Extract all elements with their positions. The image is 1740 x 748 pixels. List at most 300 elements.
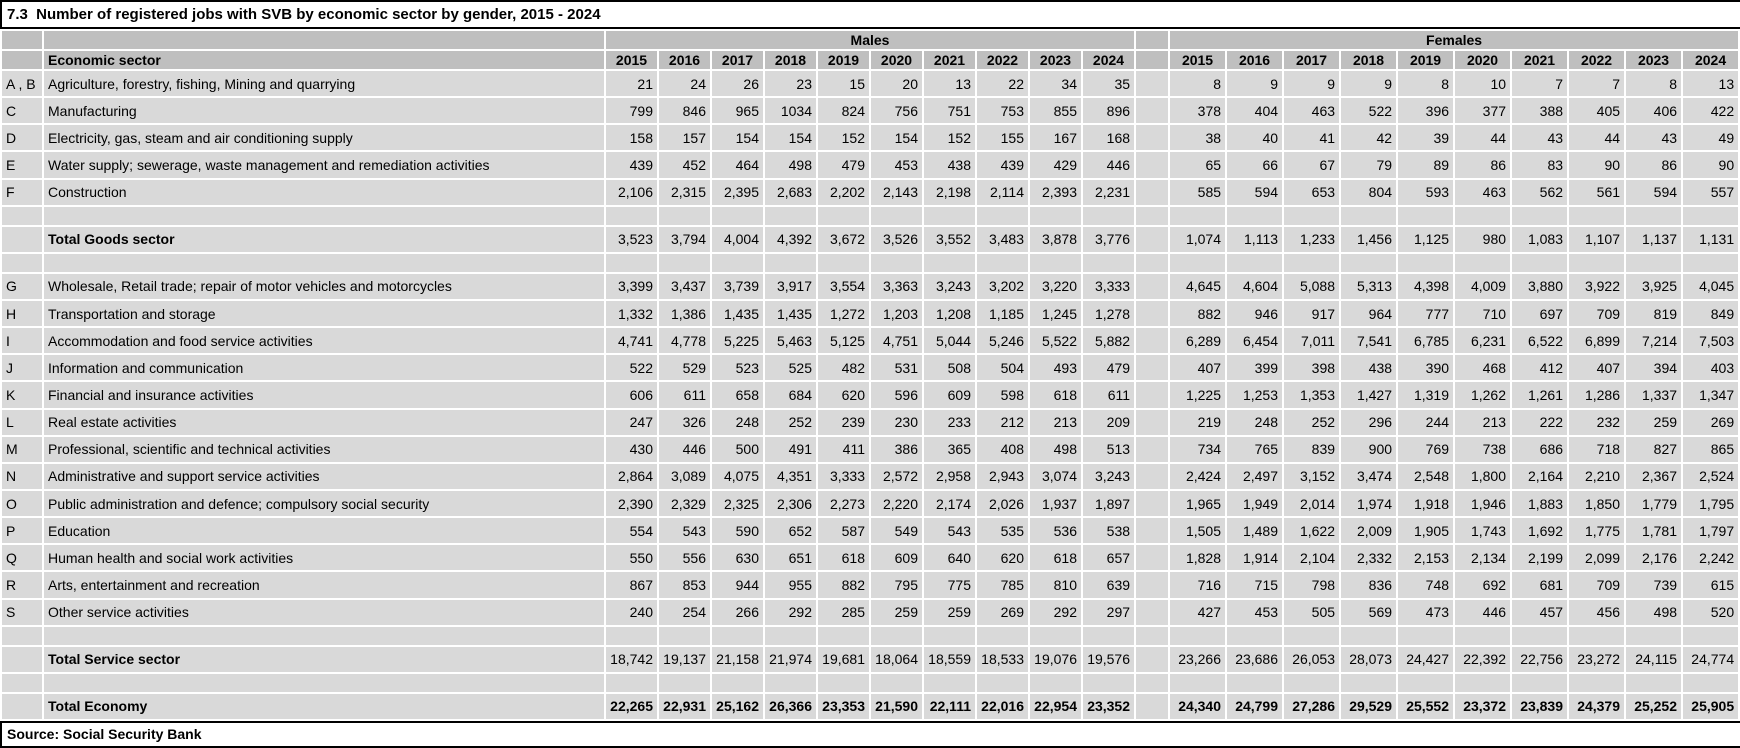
female-value: 2,199 [1512, 545, 1567, 570]
separator-cell [1136, 437, 1168, 462]
male-value: 5,882 [1083, 328, 1134, 353]
female-value: 1,743 [1455, 518, 1510, 543]
male-value: 2,114 [977, 180, 1028, 205]
female-value: 25,252 [1626, 694, 1681, 719]
sector-name: Agriculture, forestry, fishing, Mining and quarrying [44, 71, 604, 96]
sector-code: K [2, 382, 42, 407]
separator-cell [1136, 227, 1168, 252]
male-value: 536 [1030, 518, 1081, 543]
female-value: 42 [1341, 125, 1396, 150]
source-note: Source: Social Security Bank [0, 721, 1740, 748]
male-value: 525 [765, 355, 816, 380]
separator-cell [1136, 98, 1168, 123]
male-value: 167 [1030, 125, 1081, 150]
year-header-female: 2018 [1341, 51, 1396, 69]
male-value: 23,352 [1083, 694, 1134, 719]
female-value: 2,176 [1626, 545, 1681, 570]
male-value: 213 [1030, 410, 1081, 435]
male-value: 500 [712, 437, 763, 462]
male-value: 618 [1030, 382, 1081, 407]
male-value: 824 [818, 98, 869, 123]
male-value: 609 [924, 382, 975, 407]
male-value: 2,202 [818, 180, 869, 205]
economic-sector-header: Economic sector [44, 51, 604, 69]
table-row [2, 437, 1738, 462]
table-row [2, 98, 1738, 123]
female-value: 2,014 [1284, 491, 1339, 516]
female-value: 24,799 [1227, 694, 1282, 719]
male-value: 3,776 [1083, 227, 1134, 252]
female-value: 232 [1569, 410, 1624, 435]
year-header-male: 2023 [1030, 51, 1081, 69]
female-value: 1,949 [1227, 491, 1282, 516]
female-value: 980 [1455, 227, 1510, 252]
spacer-cell [2, 627, 42, 645]
female-value: 1,797 [1683, 518, 1738, 543]
male-value: 2,143 [871, 180, 922, 205]
male-value: 5,125 [818, 328, 869, 353]
year-header-male: 2015 [606, 51, 657, 69]
female-value: 692 [1455, 572, 1510, 597]
female-value: 90 [1569, 152, 1624, 177]
male-value: 498 [765, 152, 816, 177]
male-value: 523 [712, 355, 763, 380]
female-value: 378 [1170, 98, 1225, 123]
male-value: 775 [924, 572, 975, 597]
year-header-female: 2024 [1683, 51, 1738, 69]
male-value: 3,878 [1030, 227, 1081, 252]
female-value: 27,286 [1284, 694, 1339, 719]
male-value: 22,016 [977, 694, 1028, 719]
male-value: 1,185 [977, 301, 1028, 326]
spacer-cell [818, 254, 869, 272]
spacer-cell [1683, 627, 1738, 645]
female-value: 23,372 [1455, 694, 1510, 719]
male-value: 751 [924, 98, 975, 123]
male-value: 4,351 [765, 464, 816, 489]
female-value: 213 [1455, 410, 1510, 435]
male-value: 3,672 [818, 227, 869, 252]
male-value: 3,794 [659, 227, 710, 252]
sector-name: Financial and insurance activities [44, 382, 604, 407]
corner-cell [2, 51, 42, 69]
female-value: 248 [1227, 410, 1282, 435]
female-value: 28,073 [1341, 647, 1396, 672]
spacer-cell [1455, 674, 1510, 692]
male-value: 1,435 [765, 301, 816, 326]
male-value: 24 [659, 71, 710, 96]
male-value: 233 [924, 410, 975, 435]
male-value: 2,395 [712, 180, 763, 205]
year-header-female: 2016 [1227, 51, 1282, 69]
male-value: 4,392 [765, 227, 816, 252]
spacer-cell [977, 627, 1028, 645]
female-value: 222 [1512, 410, 1567, 435]
spacer-cell [1455, 254, 1510, 272]
spacer-cell [1512, 254, 1567, 272]
spacer-cell [1284, 207, 1339, 225]
female-value: 394 [1626, 355, 1681, 380]
male-value: 651 [765, 545, 816, 570]
male-value: 2,026 [977, 491, 1028, 516]
female-value: 29,529 [1341, 694, 1396, 719]
table-row [2, 274, 1738, 299]
year-header-male: 2017 [712, 51, 763, 69]
male-value: 4,778 [659, 328, 710, 353]
female-value: 39 [1398, 125, 1453, 150]
male-value: 640 [924, 545, 975, 570]
table-row [2, 600, 1738, 625]
male-value: 157 [659, 125, 710, 150]
male-value: 21 [606, 71, 657, 96]
male-value: 535 [977, 518, 1028, 543]
male-value: 1,332 [606, 301, 657, 326]
female-value: 404 [1227, 98, 1282, 123]
female-value: 1,353 [1284, 382, 1339, 407]
male-value: 3,437 [659, 274, 710, 299]
male-value: 152 [924, 125, 975, 150]
female-value: 405 [1569, 98, 1624, 123]
female-value: 468 [1455, 355, 1510, 380]
female-value: 734 [1170, 437, 1225, 462]
male-value: 756 [871, 98, 922, 123]
male-value: 3,243 [924, 274, 975, 299]
male-value: 439 [606, 152, 657, 177]
female-value: 1,233 [1284, 227, 1339, 252]
spacer-cell [1683, 674, 1738, 692]
spacer-cell [924, 627, 975, 645]
female-value: 827 [1626, 437, 1681, 462]
spacer-cell [1455, 207, 1510, 225]
female-value: 49 [1683, 125, 1738, 150]
female-value: 900 [1341, 437, 1396, 462]
male-value: 482 [818, 355, 869, 380]
female-value: 6,522 [1512, 328, 1567, 353]
female-value: 697 [1512, 301, 1567, 326]
female-value: 4,045 [1683, 274, 1738, 299]
sector-code: D [2, 125, 42, 150]
spacer-cell [1083, 207, 1134, 225]
male-value: 543 [659, 518, 710, 543]
female-value: 66 [1227, 152, 1282, 177]
sector-name: Water supply; sewerage, waste management and remediation activities [44, 152, 604, 177]
female-value: 23,686 [1227, 647, 1282, 672]
female-value: 709 [1569, 301, 1624, 326]
male-value: 855 [1030, 98, 1081, 123]
female-value: 7,011 [1284, 328, 1339, 353]
female-value: 1,337 [1626, 382, 1681, 407]
female-value: 1,225 [1170, 382, 1225, 407]
spacer-cell [1626, 627, 1681, 645]
female-value: 219 [1170, 410, 1225, 435]
spacer-cell [1227, 674, 1282, 692]
table-row [2, 227, 1738, 252]
spacer-cell [1030, 674, 1081, 692]
male-value: 452 [659, 152, 710, 177]
male-value: 22,265 [606, 694, 657, 719]
sector-code: A , B [2, 71, 42, 96]
spacer-cell [1398, 207, 1453, 225]
male-value: 2,329 [659, 491, 710, 516]
spacer-cell [1341, 207, 1396, 225]
female-value: 1,253 [1227, 382, 1282, 407]
spacer-cell [1683, 254, 1738, 272]
female-value: 1,505 [1170, 518, 1225, 543]
female-value: 777 [1398, 301, 1453, 326]
sector-code: J [2, 355, 42, 380]
spacer-cell [1227, 627, 1282, 645]
jobs-table [0, 29, 1740, 721]
year-header-female: 2021 [1512, 51, 1567, 69]
female-value: 946 [1227, 301, 1282, 326]
male-value: 3,739 [712, 274, 763, 299]
sector-name: Transportation and storage [44, 301, 604, 326]
male-value: 590 [712, 518, 763, 543]
female-value: 1,137 [1626, 227, 1681, 252]
male-value: 2,198 [924, 180, 975, 205]
female-value: 1,779 [1626, 491, 1681, 516]
female-value: 407 [1569, 355, 1624, 380]
male-value: 556 [659, 545, 710, 570]
male-value: 684 [765, 382, 816, 407]
male-value: 1,435 [712, 301, 763, 326]
male-value: 618 [1030, 545, 1081, 570]
male-value: 5,044 [924, 328, 975, 353]
female-value: 562 [1512, 180, 1567, 205]
table-row [2, 180, 1738, 205]
female-value: 6,785 [1398, 328, 1453, 353]
sector-code: N [2, 464, 42, 489]
male-value: 810 [1030, 572, 1081, 597]
female-value: 67 [1284, 152, 1339, 177]
male-value: 658 [712, 382, 763, 407]
sector-name: Other service activities [44, 600, 604, 625]
male-value: 4,751 [871, 328, 922, 353]
male-value: 1,278 [1083, 301, 1134, 326]
female-value: 6,231 [1455, 328, 1510, 353]
female-value: 25,552 [1398, 694, 1453, 719]
female-value: 7 [1569, 71, 1624, 96]
female-value: 1,905 [1398, 518, 1453, 543]
table-row [2, 410, 1738, 435]
spacer-cell [1227, 207, 1282, 225]
spacer-cell [1512, 674, 1567, 692]
male-value: 5,246 [977, 328, 1028, 353]
male-value: 1,245 [1030, 301, 1081, 326]
female-value: 1,489 [1227, 518, 1282, 543]
male-value: 2,231 [1083, 180, 1134, 205]
male-value: 26 [712, 71, 763, 96]
female-value: 6,454 [1227, 328, 1282, 353]
sector-code: O [2, 491, 42, 516]
female-value: 438 [1341, 355, 1396, 380]
separator-cell [1136, 71, 1168, 96]
male-value: 498 [1030, 437, 1081, 462]
sector-code: E [2, 152, 42, 177]
male-value: 1,937 [1030, 491, 1081, 516]
female-value: 849 [1683, 301, 1738, 326]
male-value: 2,106 [606, 180, 657, 205]
female-value: 1,319 [1398, 382, 1453, 407]
female-value: 1,125 [1398, 227, 1453, 252]
spacer-cell [606, 674, 657, 692]
male-value: 3,399 [606, 274, 657, 299]
female-value: 1,456 [1341, 227, 1396, 252]
spacer-cell [1626, 674, 1681, 692]
female-value: 7,503 [1683, 328, 1738, 353]
female-value: 6,899 [1569, 328, 1624, 353]
male-value: 549 [871, 518, 922, 543]
sector-code: F [2, 180, 42, 205]
female-value: 25,905 [1683, 694, 1738, 719]
female-value: 1,775 [1569, 518, 1624, 543]
female-value: 9 [1284, 71, 1339, 96]
male-value: 479 [818, 152, 869, 177]
spacer-cell [1170, 627, 1225, 645]
male-value: 4,741 [606, 328, 657, 353]
female-value: 453 [1227, 600, 1282, 625]
male-value: 411 [818, 437, 869, 462]
male-value: 248 [712, 410, 763, 435]
table-row [2, 464, 1738, 489]
male-value: 543 [924, 518, 975, 543]
male-value: 13 [924, 71, 975, 96]
separator-cell [1136, 51, 1168, 69]
male-value: 639 [1083, 572, 1134, 597]
spacer-cell [1170, 207, 1225, 225]
male-value: 446 [659, 437, 710, 462]
spacer-cell [44, 674, 604, 692]
female-value: 1,914 [1227, 545, 1282, 570]
sector-name: Manufacturing [44, 98, 604, 123]
spacer-cell [1083, 674, 1134, 692]
year-header-female: 2022 [1569, 51, 1624, 69]
male-value: 882 [818, 572, 869, 597]
spacer-cell [1398, 674, 1453, 692]
female-value: 1,083 [1512, 227, 1567, 252]
male-value: 35 [1083, 71, 1134, 96]
year-header-male: 2016 [659, 51, 710, 69]
male-value: 1,386 [659, 301, 710, 326]
table-row [2, 545, 1738, 570]
male-value: 239 [818, 410, 869, 435]
female-value: 2,099 [1569, 545, 1624, 570]
male-value: 944 [712, 572, 763, 597]
male-value: 21,974 [765, 647, 816, 672]
female-value: 89 [1398, 152, 1453, 177]
female-value: 1,074 [1170, 227, 1225, 252]
female-value: 9 [1341, 71, 1396, 96]
female-value: 4,645 [1170, 274, 1225, 299]
female-value: 427 [1170, 600, 1225, 625]
male-value: 453 [871, 152, 922, 177]
male-value: 254 [659, 600, 710, 625]
female-value: 24,427 [1398, 647, 1453, 672]
table-row [2, 518, 1738, 543]
spacer-cell [1512, 627, 1567, 645]
male-value: 247 [606, 410, 657, 435]
male-value: 2,958 [924, 464, 975, 489]
male-value: 3,220 [1030, 274, 1081, 299]
separator-cell [1136, 674, 1168, 692]
male-value: 19,137 [659, 647, 710, 672]
spacer-cell [44, 207, 604, 225]
male-value: 212 [977, 410, 1028, 435]
male-value: 4,004 [712, 227, 763, 252]
female-value: 2,242 [1683, 545, 1738, 570]
male-value: 3,917 [765, 274, 816, 299]
male-value: 652 [765, 518, 816, 543]
female-value: 1,965 [1170, 491, 1225, 516]
male-value: 3,363 [871, 274, 922, 299]
male-value: 618 [818, 545, 869, 570]
table-area [0, 29, 1740, 721]
male-value: 598 [977, 382, 1028, 407]
male-value: 753 [977, 98, 1028, 123]
table-row [2, 152, 1738, 177]
male-value: 554 [606, 518, 657, 543]
male-value: 896 [1083, 98, 1134, 123]
female-value: 1,286 [1569, 382, 1624, 407]
female-value: 22,756 [1512, 647, 1567, 672]
female-value: 1,131 [1683, 227, 1738, 252]
female-value: 4,009 [1455, 274, 1510, 299]
male-value: 587 [818, 518, 869, 543]
separator-cell [1136, 274, 1168, 299]
male-value: 2,390 [606, 491, 657, 516]
separator-cell [1136, 572, 1168, 597]
male-value: 504 [977, 355, 1028, 380]
table-row [2, 572, 1738, 597]
sector-name: Administrative and support service activities [44, 464, 604, 489]
separator-cell [1136, 207, 1168, 225]
spacer-cell [1170, 674, 1225, 692]
female-value: 710 [1455, 301, 1510, 326]
female-value: 653 [1284, 180, 1339, 205]
year-header-female: 2015 [1170, 51, 1225, 69]
female-value: 5,313 [1341, 274, 1396, 299]
female-value: 917 [1284, 301, 1339, 326]
female-value: 390 [1398, 355, 1453, 380]
female-value: 498 [1626, 600, 1681, 625]
spacer-cell [659, 627, 710, 645]
male-value: 464 [712, 152, 763, 177]
male-value: 18,064 [871, 647, 922, 672]
female-value: 2,164 [1512, 464, 1567, 489]
male-value: 446 [1083, 152, 1134, 177]
spacer-cell [1341, 627, 1396, 645]
male-value: 1,208 [924, 301, 975, 326]
female-value: 804 [1341, 180, 1396, 205]
female-value: 3,474 [1341, 464, 1396, 489]
separator-cell [1136, 410, 1168, 435]
male-value: 479 [1083, 355, 1134, 380]
sector-name: Wholesale, Retail trade; repair of motor vehicles and motorcycles [44, 274, 604, 299]
year-header-male: 2019 [818, 51, 869, 69]
spacer-cell [1512, 207, 1567, 225]
year-header-female: 2019 [1398, 51, 1453, 69]
spacer-cell [712, 207, 763, 225]
male-value: 18,559 [924, 647, 975, 672]
male-value: 154 [712, 125, 763, 150]
female-value: 407 [1170, 355, 1225, 380]
female-value: 86 [1626, 152, 1681, 177]
spacer-cell [44, 627, 604, 645]
male-value: 22,954 [1030, 694, 1081, 719]
female-value: 738 [1455, 437, 1510, 462]
sector-code: M [2, 437, 42, 462]
spacer-cell [924, 254, 975, 272]
